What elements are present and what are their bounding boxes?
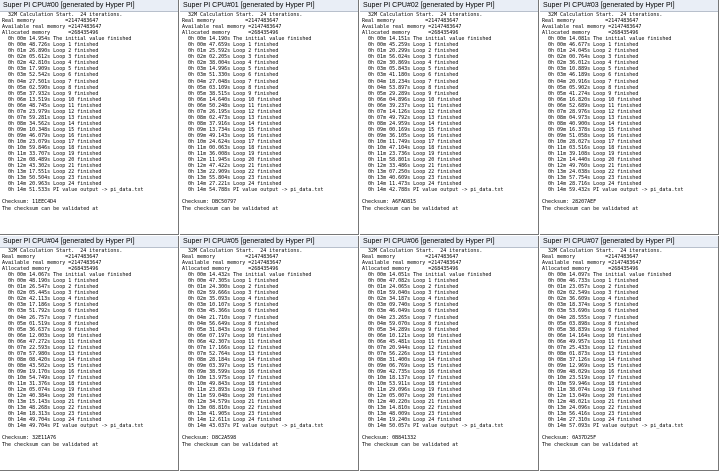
loop-line: 0h 01m 24.065s Loop 2 finished <box>362 284 459 291</box>
header-line: Allocated memory =268435496 <box>542 30 639 37</box>
header-line: Available real memory =2147483647 <box>2 24 102 31</box>
loop-line: 0h 00m 14.432s The initial value finished <box>182 272 312 279</box>
loop-line: 0h 11m 36.008s Loop 19 finished <box>182 151 282 158</box>
loop-line: 0h 07m 57.980s Loop 13 finished <box>2 350 102 357</box>
loop-line: 0h 13m 48.009s Loop 23 finished <box>362 411 462 418</box>
loop-line: 0h 05m 34.289s Loop 9 finished <box>362 326 459 333</box>
loop-line: 0h 02m 59.666s Loop 3 finished <box>182 290 279 297</box>
loop-line: 0h 09m 12.969s Loop 15 finished <box>542 362 642 369</box>
window-title[interactable]: Super PI CPU#05 [generated by Hyper PI] <box>180 236 358 248</box>
loop-line: 0h 02m 35.093s Loop 4 finished <box>182 296 279 303</box>
loop-line: 0h 13m 50.504s Loop 23 finished <box>2 175 102 182</box>
loop-line: 0h 00m 14.081s The initial value finished <box>542 36 672 43</box>
checksum-line: Checksum: DBC50797 <box>182 199 237 206</box>
loop-line: 0h 11m 31.376s Loop 18 finished <box>2 381 102 388</box>
window-title[interactable]: Super PI CPU#06 [generated by Hyper PI] <box>360 236 538 248</box>
loop-line: 0h 00m 14.097s The initial value finished <box>542 272 672 279</box>
validate-line: The checksum can be validated at <box>362 205 459 212</box>
loop-line: 0h 12m 05.074s Loop 19 finished <box>2 387 102 394</box>
loop-line: 0h 02m 34.187s Loop 4 finished <box>362 296 459 303</box>
loop-line: 0h 14m 51.533s PI value output -> pi_data.txt <box>2 187 144 194</box>
header-line: Allocated memory =268435496 <box>182 266 279 273</box>
loop-line: 0h 07m 59.281s Loop 13 finished <box>2 114 102 121</box>
loop-line: 0h 06m 14.164s Loop 10 finished <box>542 332 642 339</box>
loop-line: 0h 09m 51.058s Loop 16 finished <box>542 132 642 139</box>
loop-line: 0h 10m 49.843s Loop 18 finished <box>182 381 282 388</box>
header-line: Real memory =2147483647 <box>362 18 459 25</box>
loop-line: 0h 08m 24.959s Loop 14 finished <box>362 120 462 127</box>
header-line: Real memory =2147483647 <box>182 254 279 261</box>
loop-line: 0h 13m 07.250s Loop 22 finished <box>362 169 462 176</box>
loop-line: 0h 14m 11.473s Loop 24 finished <box>362 181 462 188</box>
loop-line: 0h 09m 38.599s Loop 16 finished <box>182 368 282 375</box>
header-line: Allocated memory =268435496 <box>2 30 99 37</box>
loop-line: 0h 06m 42.307s Loop 11 finished <box>182 338 282 345</box>
loop-line: 0h 10m 47.104s Loop 18 finished <box>362 145 462 152</box>
validate-line: The checksum can be validated at <box>542 205 639 212</box>
loop-line: 0h 08m 08.420s Loop 14 finished <box>2 356 102 363</box>
loop-line: 0h 00m 46.677s Loop 1 finished <box>542 42 639 49</box>
loop-line: 0h 14m 42.788s PI value output -> pi_data.txt <box>362 187 504 194</box>
loop-line: 0h 05m 37.932s Loop 9 finished <box>2 90 99 97</box>
validate-line: The checksum can be validated at <box>362 441 459 448</box>
loop-line: 0h 09m 16.378s Loop 15 finished <box>542 126 642 133</box>
loop-line: 0h 14m 19.240s Loop 24 finished <box>362 417 462 424</box>
loop-line: 0h 07m 14.126s Loop 12 finished <box>362 108 462 115</box>
console-output <box>540 12 718 234</box>
loop-line: 0h 09m 48.029s Loop 16 finished <box>542 368 642 375</box>
loop-line: 0h 06m 16.820s Loop 10 finished <box>542 96 642 103</box>
window-title[interactable]: Super PI CPU#03 [generated by Hyper PI] <box>540 0 718 12</box>
window-title[interactable]: Super PI CPU#02 [generated by Hyper PI] <box>360 0 538 12</box>
loop-line: 0h 00m 14.051s The initial value finished <box>362 272 492 279</box>
loop-line: 0h 11m 39.108s Loop 19 finished <box>542 151 642 158</box>
loop-line: 0h 09m 49.143s Loop 16 finished <box>182 132 282 139</box>
validate-line: The checksum can be validated at <box>182 205 279 212</box>
loop-line: 0h 02m 42.113s Loop 4 finished <box>2 296 99 303</box>
console-output <box>180 248 358 470</box>
header-line: Allocated memory =268435496 <box>2 266 99 273</box>
loop-line: 0h 00m 47.082s Loop 1 finished <box>362 278 459 285</box>
superpi-window-7[interactable] <box>540 236 719 471</box>
loop-line: 0h 04m 21.710s Loop 7 finished <box>182 314 279 321</box>
loop-line: 0h 12m 43.302s Loop 21 finished <box>2 163 102 170</box>
loop-line: 0h 11m 38.074s Loop 19 finished <box>542 387 642 394</box>
loop-line: 0h 06m 14.640s Loop 10 finished <box>182 96 282 103</box>
console-output <box>360 248 538 470</box>
loop-line: 0h 06m 12.003s Loop 10 finished <box>2 332 102 339</box>
loop-line: 0h 02m 30.869s Loop 4 finished <box>362 60 459 67</box>
loop-line: 0h 14m 18.313s Loop 23 finished <box>2 411 102 418</box>
console-output <box>0 12 178 234</box>
loop-line: 0h 10m 54.749s Loop 17 finished <box>2 374 102 381</box>
loop-line: 0h 08m 01.873s Loop 13 finished <box>542 350 642 357</box>
loop-line: 0h 03m 17.909s Loop 5 finished <box>2 66 99 73</box>
console-output <box>180 12 358 234</box>
header-line: 32M Calculation Start. 24 iterations. <box>542 12 663 18</box>
validate-line: The checksum can be validated at <box>2 205 99 212</box>
loop-line: 0h 02m 36.012s Loop 4 finished <box>542 60 639 67</box>
loop-line: 0h 07m 49.792s Loop 13 finished <box>362 114 462 121</box>
loop-line: 0h 09m 46.079s Loop 16 finished <box>2 132 102 139</box>
loop-line: 0h 02m 38.004s Loop 4 finished <box>182 60 279 67</box>
loop-line: 0h 03m 09.740s Loop 5 finished <box>362 302 459 309</box>
loop-line: 0h 05m 41.274s Loop 9 finished <box>542 90 639 97</box>
loop-line: 0h 12m 40.220s Loop 21 finished <box>362 399 462 406</box>
loop-line: 0h 11m 33.707s Loop 19 finished <box>2 151 102 158</box>
header-line: Available real memory =2147483647 <box>542 260 642 267</box>
superpi-window-2[interactable] <box>360 0 539 235</box>
loop-line: 0h 11m 23.736s Loop 19 finished <box>362 151 462 158</box>
loop-line: 0h 05m 01.519s Loop 8 finished <box>2 320 99 327</box>
superpi-window-5[interactable] <box>180 236 359 471</box>
loop-line: 0h 12m 08.489s Loop 20 finished <box>2 157 102 164</box>
loop-line: 0h 13m 24.038s Loop 22 finished <box>542 169 642 176</box>
checksum-line: Checksum: 0A37D25F <box>542 435 597 442</box>
loop-line: 0h 13m 08.810s Loop 22 finished <box>182 405 282 412</box>
loop-line: 0h 12m 47.422s Loop 21 finished <box>182 163 282 170</box>
loop-line: 0h 05m 29.289s Loop 9 finished <box>362 90 459 97</box>
header-line: Available real memory =2147483647 <box>182 24 282 31</box>
loop-line: 0h 06m 39.237s Loop 11 finished <box>362 102 462 109</box>
loop-line: 0h 07m 25.433s Loop 12 finished <box>542 344 642 351</box>
loop-line: 0h 10m 59.946s Loop 18 finished <box>542 381 642 388</box>
loop-line: 0h 01m 20.299s Loop 2 finished <box>362 48 459 55</box>
header-line: Available real memory =2147483647 <box>362 24 462 31</box>
loop-line: 0h 08m 43.502s Loop 15 finished <box>2 362 102 369</box>
loop-line: 0h 14m 54.788s PI value output -> pi_data.txt <box>182 187 324 194</box>
loop-line: 0h 12m 14.440s Loop 20 finished <box>542 157 642 164</box>
loop-line: 0h 13m 24.096s Loop 22 finished <box>542 405 642 412</box>
validate-line: The checksum can be validated at <box>182 441 279 448</box>
loop-line: 0h 05m 38.515s Loop 9 finished <box>182 90 279 97</box>
loop-line: 0h 04m 18.234s Loop 7 finished <box>362 78 459 85</box>
loop-line: 0h 06m 48.745s Loop 11 finished <box>2 102 102 109</box>
loop-line: 0h 10m 53.911s Loop 18 finished <box>362 381 462 388</box>
loop-line: 0h 12m 33.486s Loop 21 finished <box>362 163 462 170</box>
loop-line: 0h 11m 29.096s Loop 19 finished <box>362 387 462 394</box>
loop-line: 0h 09m 13.734s Loop 15 finished <box>182 126 282 133</box>
loop-line: 0h 11m 03.516s Loop 18 finished <box>542 145 642 152</box>
loop-line: 0h 09m 10.348s Loop 15 finished <box>2 126 102 133</box>
loop-line: 0h 01m 24.300s Loop 2 finished <box>182 284 279 291</box>
window-title[interactable]: Super PI CPU#07 [generated by Hyper PI] <box>540 236 718 248</box>
header-line: 32M Calculation Start. 24 iterations. <box>542 248 663 254</box>
loop-line: 0h 07m 28.976s Loop 12 finished <box>542 108 642 115</box>
checksum-line: Checksum: 11EEC4D4 <box>2 199 57 206</box>
loop-line: 0h 03m 53.690s Loop 6 finished <box>542 308 639 315</box>
loop-line: 0h 14m 28.716s Loop 24 finished <box>542 181 642 188</box>
header-line: Available real memory =2147483647 <box>2 260 102 267</box>
loop-line: 0h 09m 42.735s Loop 16 finished <box>362 368 462 375</box>
header-line: 32M Calculation Start. 24 iterations. <box>362 248 483 254</box>
superpi-window-6[interactable] <box>360 236 539 471</box>
loop-line: 0h 14m 50.057s PI value output -> pi_data.txt <box>362 423 504 430</box>
loop-line: 0h 04m 23.265s Loop 7 finished <box>362 314 459 321</box>
header-line: Allocated memory =268435496 <box>362 30 459 37</box>
loop-line: 0h 06m 45.481s Loop 11 finished <box>362 338 462 345</box>
loop-line: 0h 14m 20.963s Loop 24 finished <box>2 181 102 188</box>
loop-line: 0h 09m 36.105s Loop 16 finished <box>362 132 462 139</box>
loop-line: 0h 06m 04.896s Loop 10 finished <box>362 96 462 103</box>
checksum-line: Checksum: A6FAD815 <box>362 199 417 206</box>
loop-line: 0h 10m 23.519s Loop 17 finished <box>542 374 642 381</box>
loop-line: 0h 02m 42.810s Loop 4 finished <box>2 60 99 67</box>
header-line: 32M Calculation Start. 24 iterations. <box>2 12 123 18</box>
loop-line: 0h 14m 12.611s Loop 24 finished <box>182 417 282 424</box>
loop-line: 0h 10m 28.027s Loop 17 finished <box>542 138 642 145</box>
loop-line: 0h 07m 17.166s Loop 12 finished <box>182 344 282 351</box>
loop-line: 0h 12m 40.384s Loop 20 finished <box>2 393 102 400</box>
loop-line: 0h 02m 02.549s Loop 3 finished <box>542 290 639 297</box>
loop-line: 0h 11m 58.801s Loop 20 finished <box>362 157 462 164</box>
loop-line: 0h 03m 45.366s Loop 6 finished <box>182 308 279 315</box>
loop-line: 0h 10m 11.749s Loop 17 finished <box>362 138 462 145</box>
loop-line: 0h 03m 17.186s Loop 5 finished <box>2 302 99 309</box>
loop-line: 0h 03m 46.049s Loop 6 finished <box>362 308 459 315</box>
loop-line: 0h 02m 05.612s Loop 3 finished <box>2 54 99 61</box>
loop-line: 0h 12m 11.945s Loop 20 finished <box>182 157 282 164</box>
loop-line: 0h 08m 40.900s Loop 14 finished <box>542 120 642 127</box>
loop-line: 0h 06m 10.121s Loop 10 finished <box>362 332 462 339</box>
header-line: 32M Calculation Start. 24 iterations. <box>182 12 303 18</box>
loop-line: 0h 05m 05.902s Loop 8 finished <box>542 84 639 91</box>
loop-line: 0h 07m 20.944s Loop 12 finished <box>362 344 462 351</box>
loop-line: 0h 04m 59.070s Loop 8 finished <box>362 320 459 327</box>
loop-line: 0h 04m 26.757s Loop 7 finished <box>2 314 99 321</box>
loop-line: 0h 01m 26.890s Loop 2 finished <box>2 48 99 55</box>
loop-line: 0h 00m 45.259s Loop 1 finished <box>362 42 459 49</box>
loop-line: 0h 10m 13.975s Loop 17 finished <box>182 374 282 381</box>
loop-line: 0h 00m 47.305s Loop 1 finished <box>182 278 279 285</box>
validate-line: The checksum can be validated at <box>2 441 99 448</box>
loop-line: 0h 08m 28.184s Loop 14 finished <box>182 356 282 363</box>
loop-line: 0h 07m 56.226s Loop 13 finished <box>362 350 462 357</box>
header-line: Real memory =2147483647 <box>362 254 459 261</box>
loop-line: 0h 13m 15.143s Loop 21 finished <box>2 399 102 406</box>
loop-line: 0h 08m 04.973s Loop 13 finished <box>542 114 642 121</box>
loop-line: 0h 00m 14.190s The initial value finished <box>182 36 312 43</box>
loop-line: 0h 03m 10.889s Loop 5 finished <box>542 66 639 73</box>
loop-line: 0h 04m 56.649s Loop 8 finished <box>182 320 279 327</box>
loop-line: 0h 14m 57.093s PI value output -> pi_data.txt <box>542 423 684 430</box>
loop-line: 0h 00m 14.954s The initial value finished <box>2 36 132 43</box>
loop-line: 0h 14m 49.704s Loop 24 finished <box>2 417 102 424</box>
console-output <box>0 248 178 470</box>
loop-line: 0h 00m 48.190s Loop 1 finished <box>2 278 99 285</box>
loop-line: 0h 09m 03.397s Loop 15 finished <box>182 362 282 369</box>
header-line: Real memory =2147483647 <box>542 18 639 25</box>
loop-line: 0h 07m 23.979s Loop 12 finished <box>2 108 102 115</box>
loop-line: 0h 03m 51.330s Loop 6 finished <box>182 72 279 79</box>
loop-line: 0h 08m 34.562s Loop 14 finished <box>2 120 102 127</box>
loop-line: 0h 14m 27.221s Loop 24 finished <box>182 181 282 188</box>
loop-line: 0h 13m 57.754s Loop 23 finished <box>542 175 642 182</box>
loop-line: 0h 12m 48.021s Loop 21 finished <box>542 399 642 406</box>
loop-line: 0h 04m 28.555s Loop 7 finished <box>542 314 639 321</box>
loop-line: 0h 07m 26.195s Loop 12 finished <box>182 108 282 115</box>
loop-line: 0h 01m 25.592s Loop 2 finished <box>182 48 279 55</box>
loop-line: 0h 12m 13.049s Loop 20 finished <box>542 393 642 400</box>
loop-line: 0h 07m 22.593s Loop 12 finished <box>2 344 102 351</box>
loop-line: 0h 04m 20.916s Loop 7 finished <box>542 78 639 85</box>
loop-line: 0h 00m 46.733s Loop 1 finished <box>542 278 639 285</box>
loop-line: 0h 03m 05.843s Loop 5 finished <box>362 66 459 73</box>
header-line: Real memory =2147483647 <box>542 254 639 261</box>
loop-line: 0h 10m 59.846s Loop 18 finished <box>2 145 102 152</box>
loop-line: 0h 00m 48.726s Loop 1 finished <box>2 42 99 49</box>
loop-line: 0h 03m 46.189s Loop 6 finished <box>542 72 639 79</box>
loop-line: 0h 12m 49.760s Loop 21 finished <box>542 163 642 170</box>
loop-line: 0h 10m 18.137s Loop 17 finished <box>362 374 462 381</box>
loop-line: 0h 09m 19.170s Loop 16 finished <box>2 368 102 375</box>
loop-line: 0h 05m 38.839s Loop 9 finished <box>542 326 639 333</box>
loop-line: 0h 03m 14.996s Loop 5 finished <box>182 66 279 73</box>
loop-line: 0h 02m 36.609s Loop 4 finished <box>542 296 639 303</box>
loop-line: 0h 08m 31.400s Loop 14 finished <box>362 356 462 363</box>
loop-line: 0h 14m 43.037s PI value output -> pi_data.txt <box>182 423 324 430</box>
loop-line: 0h 04m 53.897s Loop 8 finished <box>362 84 459 91</box>
loop-line: 0h 13m 22.909s Loop 22 finished <box>182 169 282 176</box>
loop-line: 0h 13m 40.609s Loop 23 finished <box>362 175 462 182</box>
superpi-window-4[interactable] <box>0 236 179 471</box>
loop-line: 0h 06m 13.519s Loop 10 finished <box>2 96 102 103</box>
loop-line: 0h 07m 52.764s Loop 13 finished <box>182 350 282 357</box>
header-line: Available real memory =2147483647 <box>362 260 462 267</box>
loop-line: 0h 11m 23.893s Loop 19 finished <box>182 387 282 394</box>
loop-line: 0h 05m 03.898s Loop 8 finished <box>542 320 639 327</box>
console-output <box>360 12 538 234</box>
loop-line: 0h 03m 52.542s Loop 6 finished <box>2 72 99 79</box>
loop-line: 0h 03m 51.792s Loop 6 finished <box>2 308 99 315</box>
superpi-window-3[interactable] <box>540 0 719 235</box>
loop-line: 0h 10m 23.079s Loop 17 finished <box>2 138 102 145</box>
loop-line: 0h 00m 14.067s The initial value finished <box>2 272 132 279</box>
loop-line: 0h 09m 06.769s Loop 15 finished <box>362 362 462 369</box>
loop-line: 0h 11m 59.048s Loop 20 finished <box>182 393 282 400</box>
loop-line: 0h 12m 05.007s Loop 20 finished <box>362 393 462 400</box>
header-line: 32M Calculation Start. 24 iterations. <box>2 248 123 254</box>
header-line: Real memory =2147483647 <box>2 254 99 261</box>
window-title[interactable]: Super PI CPU#00 [generated by Hyper PI] <box>0 0 178 12</box>
loop-line: 0h 10m 24.624s Loop 17 finished <box>182 138 282 145</box>
header-line: Real memory =2147483647 <box>2 18 99 25</box>
loop-line: 0h 13m 41.905s Loop 23 finished <box>182 411 282 418</box>
validate-line: The checksum can be validated at <box>542 441 639 448</box>
loop-line: 0h 14m 27.310s Loop 24 finished <box>542 417 642 424</box>
checksum-line: Checksum: 32E11A76 <box>2 435 57 442</box>
superpi-window-1[interactable] <box>180 0 359 235</box>
loop-line: 0h 08m 02.473s Loop 13 finished <box>182 114 282 121</box>
checksum-line: Checksum: 0B841332 <box>362 435 417 442</box>
header-line: 32M Calculation Start. 24 iterations. <box>182 248 303 254</box>
header-line: Real memory =2147483647 <box>182 18 279 25</box>
loop-line: 0h 13m 48.268s Loop 22 finished <box>2 405 102 412</box>
loop-line: 0h 14m 59.432s PI value output -> pi_data.txt <box>542 187 684 194</box>
loop-line: 0h 11m 00.063s Loop 18 finished <box>182 145 282 152</box>
loop-line: 0h 09m 00.169s Loop 15 finished <box>362 126 462 133</box>
loop-line: 0h 08m 37.916s Loop 14 finished <box>182 120 282 127</box>
loop-line: 0h 03m 41.180s Loop 6 finished <box>362 72 459 79</box>
loop-line: 0h 06m 07.197s Loop 10 finished <box>182 332 282 339</box>
loop-line: 0h 06m 47.272s Loop 11 finished <box>2 338 102 345</box>
header-line: Available real memory =2147483647 <box>542 24 642 31</box>
header-line: Allocated memory =268435496 <box>182 30 279 37</box>
header-line: 32M Calculation Start. 24 iterations. <box>362 12 483 18</box>
loop-line: 0h 13m 56.416s Loop 23 finished <box>542 411 642 418</box>
loop-line: 0h 03m 10.107s Loop 5 finished <box>182 302 279 309</box>
loop-line: 0h 13m 17.551s Loop 22 finished <box>2 169 102 176</box>
loop-line: 0h 03m 18.374s Loop 5 finished <box>542 302 639 309</box>
loop-line: 0h 02m 00.764s Loop 3 finished <box>542 54 639 61</box>
header-line: Available real memory =2147483647 <box>182 260 282 267</box>
loop-line: 0h 02m 02.205s Loop 3 finished <box>182 54 279 61</box>
loop-line: 0h 06m 52.689s Loop 11 finished <box>542 102 642 109</box>
loop-line: 0h 04m 27.501s Loop 7 finished <box>2 78 99 85</box>
loop-line: 0h 08m 37.126s Loop 14 finished <box>542 356 642 363</box>
loop-line: 0h 14m 49.704s PI value output -> pi_data.txt <box>2 423 144 430</box>
loop-line: 0h 05m 36.637s Loop 9 finished <box>2 326 99 333</box>
loop-line: 0h 04m 27.048s Loop 7 finished <box>182 78 279 85</box>
window-title[interactable]: Super PI CPU#04 [generated by Hyper PI] <box>0 236 178 248</box>
loop-line: 0h 02m 05.445s Loop 3 finished <box>2 290 99 297</box>
window-title[interactable]: Super PI CPU#01 [generated by Hyper PI] <box>180 0 358 12</box>
loop-line: 0h 01m 26.547s Loop 2 finished <box>2 284 99 291</box>
checksum-line: Checksum: D8C2A598 <box>182 435 237 442</box>
loop-line: 0h 01m 56.024s Loop 3 finished <box>362 54 459 61</box>
loop-line: 0h 13m 55.804s Loop 23 finished <box>182 175 282 182</box>
loop-line: 0h 06m 50.248s Loop 11 finished <box>182 102 282 109</box>
loop-line: 0h 01m 24.045s Loop 2 finished <box>542 48 639 55</box>
console-output <box>540 248 718 470</box>
loop-line: 0h 01m 23.057s Loop 2 finished <box>542 284 639 291</box>
loop-line: 0h 06m 49.957s Loop 11 finished <box>542 338 642 345</box>
loop-line: 0h 05m 31.843s Loop 9 finished <box>182 326 279 333</box>
checksum-line: Checksum: 28207AEF <box>542 199 597 206</box>
loop-line: 0h 05m 03.109s Loop 8 finished <box>182 84 279 91</box>
header-line: Allocated memory =268435496 <box>542 266 639 273</box>
loop-line: 0h 12m 34.579s Loop 21 finished <box>182 399 282 406</box>
loop-line: 0h 01m 59.040s Loop 3 finished <box>362 290 459 297</box>
loop-line: 0h 13m 14.810s Loop 22 finished <box>362 405 462 412</box>
loop-line: 0h 00m 14.151s The initial value finished <box>362 36 492 43</box>
superpi-window-0[interactable] <box>0 0 179 235</box>
header-line: Allocated memory =268435496 <box>362 266 459 273</box>
loop-line: 0h 00m 47.659s Loop 1 finished <box>182 42 279 49</box>
loop-line: 0h 05m 02.590s Loop 8 finished <box>2 84 99 91</box>
